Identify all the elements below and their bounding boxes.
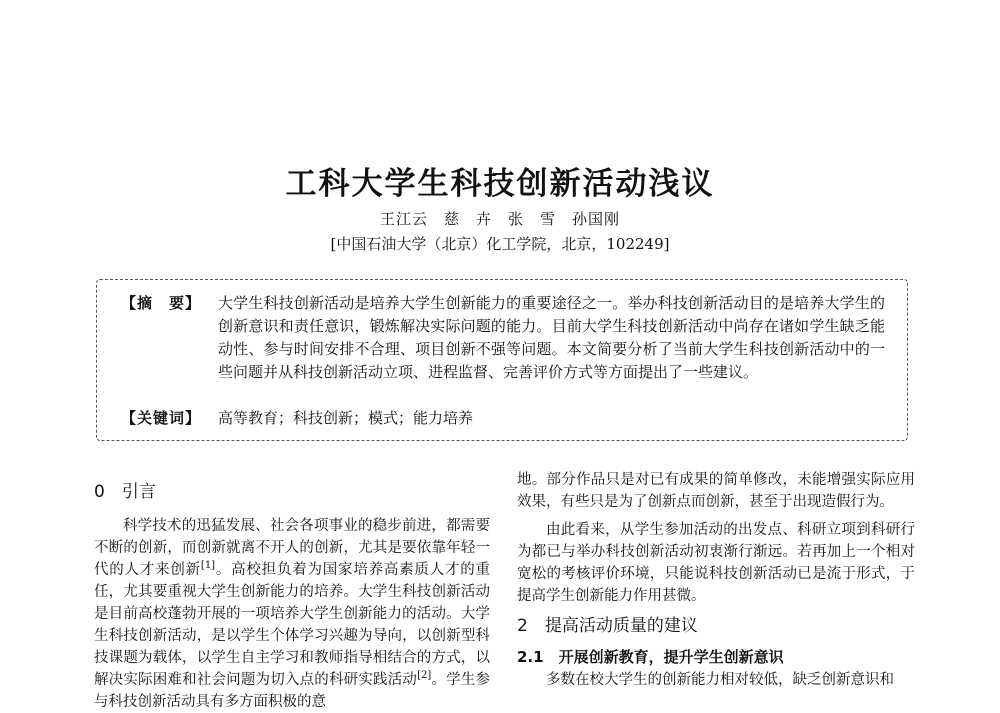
- keywords-block: [121, 407, 885, 430]
- intro-paragraph: [94, 515, 490, 713]
- abstract-block: [121, 292, 885, 384]
- intro-text-3: 。学生参与科技创新活动具有多方面积极的意: [94, 672, 491, 710]
- keywords-label: 【关键词】: [121, 409, 202, 427]
- analysis-paragraph: 由此看来，从学生参加活动的出发点、科研立项到科研行为都已与举办科技创新活动初衷渐行渐远。若再加上一个相对宽松的考核评价环境，只能说科技创新活动已是流于形式，于提高学生创新能力作用甚微。: [517, 522, 915, 604]
- abstract-box: [96, 279, 908, 441]
- left-column: [94, 479, 490, 713]
- citation-2: [2]: [417, 670, 432, 682]
- intro-text-2: 。高校担负着为国家培养高素质人才的重任，尤其要重视大学生创新能力的培养。大学生科技创新活动是目前高校蓬勃开展的一项培养大学生创新能力的活动。大学生科技创新活动，是以学生个体学习兴趣为导向，以创新型科技课题为载体，以学生自主学习和教师指导相结合的方式，以解决实际困难和社会问题为切入点的科研实践活动: [94, 562, 491, 688]
- abstract-label: 【摘 要】: [121, 294, 202, 312]
- subsection-heading-2-1: 2.1 开展创新教育，提升学生创新意识: [517, 648, 784, 666]
- section-heading-suggestions: 2 提高活动质量的建议: [517, 616, 698, 636]
- author-list: 王江云 慈 卉 张 雪 孙国刚: [379, 210, 620, 228]
- section-heading-intro: 0 引言: [94, 482, 156, 502]
- subsection-paragraph: 多数在校大学生的创新能力相对较低，缺乏创新意识和: [546, 672, 894, 688]
- right-column: [517, 469, 915, 691]
- keywords-text: 高等教育；科技创新；模式；能力培养: [218, 409, 474, 427]
- affiliation: [中国石油大学（北京）化工学院，北京，102249]: [330, 235, 670, 253]
- continued-paragraph: 地。部分作品只是对已有成果的简单修改，未能增强实际应用效果，有些只是为了创新点而创新，甚至于出现造假行为。: [517, 472, 915, 510]
- intro-text-1: 科学技术的迅猛发展、社会各项事业的稳步前进，都需要不断的创新，而创新就离不开人的创新，尤其是要依靠年轻一代的人才来创新: [94, 518, 490, 578]
- abstract-text: 大学生科技创新活动是培养大学生创新能力的重要途径之一。举办科技创新活动目的是培养大学生的创新意识和责任意识，锻炼解决实际问题的能力。目前大学生科技创新活动中尚存在诸如学生缺乏能动性、参与时间安排不合理、项目创新不强等问题。本文简要分析了当前大学生科技创新活动中的一些问题并从科技创新活动立项、进程监督、完善评价方式等方面提出了一些建议。: [218, 294, 885, 381]
- paper-title: 工科大学生科技创新活动浅议: [285, 166, 715, 202]
- citation-1: [1]: [200, 560, 216, 572]
